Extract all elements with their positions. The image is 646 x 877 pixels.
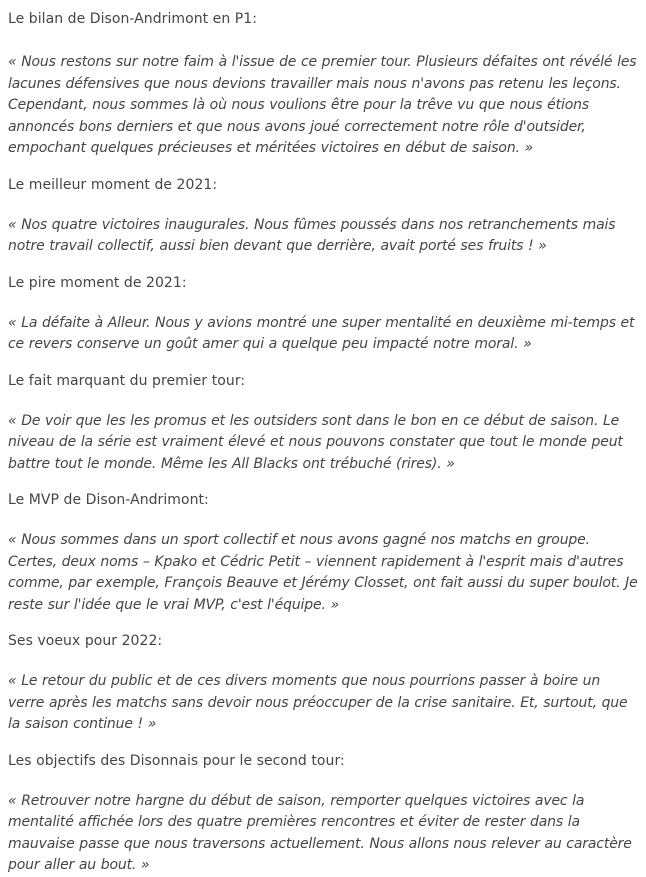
section-heading-best-moment: Le meilleur moment de 2021:: [8, 176, 218, 193]
section-heading-mvp: Le MVP de Dison-Andrimont:: [8, 492, 209, 508]
section-heading-worst-moment: Le pire moment de 2021:: [8, 274, 187, 291]
section-quote-objectives: « Retrouver notre hargne du début de saison, remporter quelques victoires avec la mentalité affichée lors des quatre premières rencontres et éviter de rester dans la mauvaise passe que nous traversons actuellement. Nous allons nous relever au caractère pour aller au bout. »: [8, 792, 632, 873]
section-quote-worst-moment: « La défaite à Alleur. Nous y avions montré une super mentalité en deuxième mi-temps et ce revers conserve un goût amer qui a quelque peu impacté notre moral. »: [8, 314, 635, 352]
section-heading-highlight: Le fait marquant du premier tour:: [8, 372, 246, 389]
section-heading-wishes: Ses voeux pour 2022:: [8, 633, 163, 649]
section-heading-objectives: Les objectifs des Disonnais pour le second tour:: [8, 752, 345, 769]
section-quote-mvp: « Nous sommes dans un sport collectif et nous avons gagné nos matchs en groupe. Certes, deux noms – Kpako et Cédric Petit – viennent rapidement à l'esprit mais d'autres comme, par exemple, François Beauve et Jérémy Closset, ont fait aussi du super boulot. Je reste sur l'idée que le vrai MVP, c'est l'équipe. »: [8, 532, 638, 613]
section-quote-best-moment: « Nos quatre victoires inaugurales. Nous fûmes poussés dans nos retranchements mais notre travail collectif, aussi bien devant que derrière, avait porté ses fruits ! »: [8, 216, 616, 254]
section-quote-highlight: « De voir que les les promus et les outsiders sont dans le bon en ce début de saison. Le niveau de la série est vraiment élevé et nous pouvons constater que tout le monde peut battre tout le monde. Même les All Blacks ont trébuché (rires). »: [8, 412, 623, 472]
section-heading-bilan: Le bilan de Dison-Andrimont en P1:: [8, 11, 257, 27]
section-quote-bilan: « Nous restons sur notre faim à l'issue de ce premier tour. Plusieurs défaites ont révélé les lacunes défensives que nous devions travailler mais nous n'avons pas retenu les leçons. Cependant, nous sommes là où nous voulions être pour la trêve vu que nous étions annoncés bons derniers et que nous avons joué correctement notre rôle d'outsider, empochant quelques précieuses et méritées victoires en début de saison. »: [8, 54, 637, 156]
section-quote-wishes: « Le retour du public et de ces divers moments que nous pourrions passer à boire un verre après les matchs sans devoir nous préoccuper de la crise sanitaire. Et, surtout, que la saison continue ! »: [8, 673, 628, 732]
